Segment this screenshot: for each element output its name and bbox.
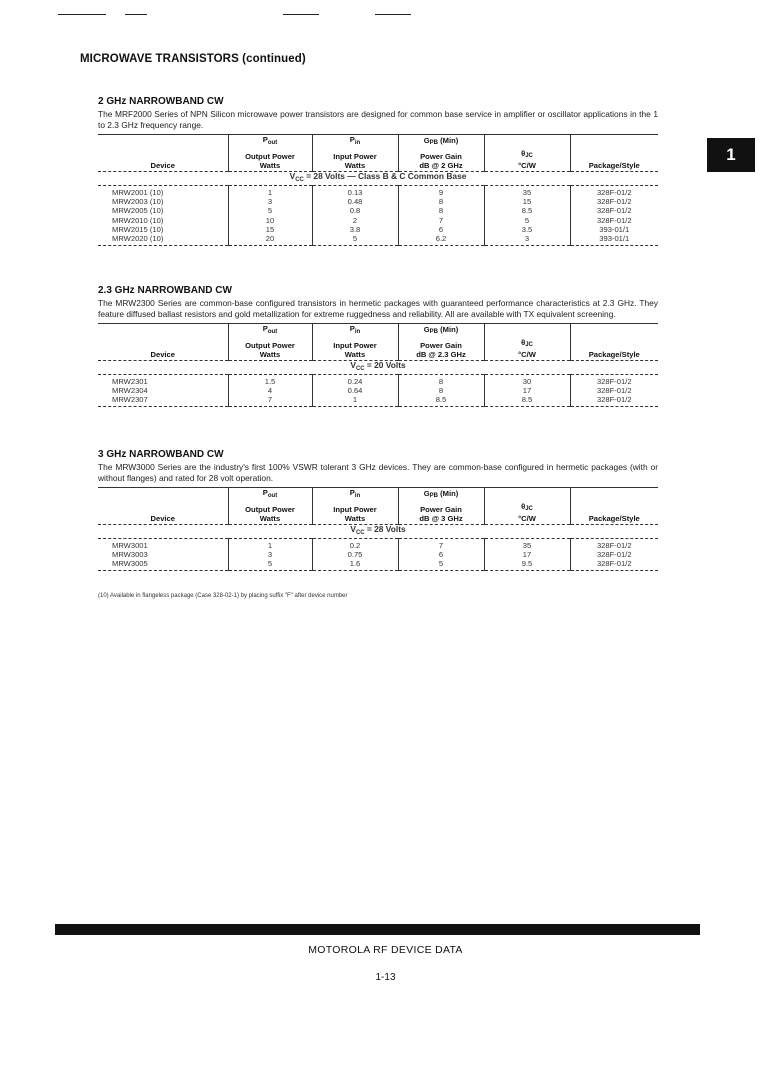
pout-label: Output Power (228, 149, 312, 162)
pin-cell: 0.24 (312, 374, 398, 386)
device-cell: MRW2003 (10) (112, 197, 164, 207)
table-row (98, 386, 658, 395)
pin-unit: Watts (312, 514, 398, 524)
gain-cell: 8 (398, 206, 484, 215)
pin-label: Input Power (312, 502, 398, 515)
pin-header: $P_{in}$ (312, 135, 398, 149)
section-title: 2 GHz NARROWBAND CW (98, 96, 224, 107)
theta-cell: 17 (484, 386, 570, 395)
device-cell: MRW2301 (112, 376, 148, 386)
package-cell: 328F-01/2 (570, 395, 658, 406)
gain-unit: dB @ 3 GHz (398, 514, 484, 524)
gain-cell: 6 (398, 550, 484, 559)
device-header: Device (98, 350, 228, 360)
pout-cell: 15 (228, 225, 312, 234)
package-cell: 328F-01/2 (570, 197, 658, 206)
top-rule (375, 14, 411, 15)
device-cell: MRW2020 (10) (98, 234, 228, 245)
footer-brand: MOTOROLA RF DEVICE DATA (308, 944, 463, 956)
gain-unit: dB @ 2 GHz (398, 161, 484, 171)
pout-cell: 1 (228, 185, 312, 197)
table-row (98, 395, 658, 406)
pin-label: Input Power (312, 338, 398, 351)
page-title: MICROWAVE TRANSISTORS (continued) (80, 53, 306, 65)
pin-cell: 0.75 (312, 550, 398, 559)
pout-label: Output Power (228, 338, 312, 351)
table-row (98, 550, 658, 559)
package-cell: 328F-01/2 (570, 550, 658, 559)
package-cell: 328F-01/2 (570, 374, 658, 386)
table-row (98, 185, 658, 197)
section-2ghz (98, 96, 658, 246)
spec-table-3ghz (98, 487, 658, 571)
section-description: The MRF2000 Series of NPN Silicon microwave power transistors are designed for common base service in amplifier or oscillator applications in the 1 to 2.3 GHz frequency range. (98, 109, 658, 130)
pout-label: Output Power (228, 502, 312, 515)
device-header: Device (98, 161, 228, 171)
theta-cell: 8.5 (484, 395, 570, 406)
theta-header: θJC (484, 149, 570, 162)
top-rule (125, 14, 147, 15)
pin-cell: 1.6 (312, 559, 398, 570)
theta-cell: 3 (484, 234, 570, 245)
gain-cell: 5 (398, 559, 484, 570)
pin-cell: 0.64 (312, 386, 398, 395)
theta-cell: 8.5 (484, 206, 570, 215)
gain-label: Power Gain (398, 502, 484, 515)
pin-cell: 0.8 (312, 206, 398, 215)
pout-cell: 10 (228, 216, 312, 225)
table-row (98, 225, 658, 234)
footer-bar (55, 924, 700, 935)
theta-unit: °C/W (484, 161, 570, 171)
theta-cell: 35 (484, 185, 570, 197)
theta-unit: °C/W (484, 514, 570, 524)
package-cell: 328F-01/2 (570, 386, 658, 395)
table-row (98, 216, 658, 225)
device-cell: MRW3005 (98, 559, 228, 570)
section-title: 2.3 GHz NARROWBAND CW (98, 285, 232, 296)
device-cell: MRW2005 (10) (112, 206, 164, 216)
pout-header: $P_{out}$ (228, 135, 312, 149)
theta-cell: 15 (484, 197, 570, 206)
section-title: 3 GHz NARROWBAND CW (98, 449, 224, 460)
gain-cell: 8 (398, 374, 484, 386)
theta-cell: 30 (484, 374, 570, 386)
vcc-condition: $V_{CC} = 28$ Volts (98, 524, 658, 538)
pin-cell: 0.48 (312, 197, 398, 206)
theta-cell: 35 (484, 538, 570, 550)
top-rule (58, 14, 106, 15)
pin-header: $P_{in}$ (312, 488, 398, 502)
device-cell: MRW2307 (98, 395, 228, 406)
pout-cell: 4 (228, 386, 312, 395)
vcc-condition: $V_{CC} = 28$ Volts — Class B & C Common Base (98, 171, 658, 185)
package-cell: 328F-01/2 (570, 559, 658, 570)
pin-label: Input Power (312, 149, 398, 162)
theta-header: θJC (484, 502, 570, 515)
pout-cell: 5 (228, 206, 312, 215)
device-cell: MRW2304 (112, 386, 148, 396)
pout-header: $P_{out}$ (228, 488, 312, 502)
gain-cell: 7 (398, 538, 484, 550)
package-cell: 328F-01/2 (570, 538, 658, 550)
gain-cell: 8.5 (398, 395, 484, 406)
pout-cell: 3 (228, 550, 312, 559)
table-row (98, 234, 658, 245)
table-row (98, 206, 658, 215)
pout-cell: 3 (228, 197, 312, 206)
package-cell: 328F-01/2 (570, 216, 658, 225)
pin-header: $P_{in}$ (312, 324, 398, 338)
table-row (98, 538, 658, 550)
pout-header: $P_{out}$ (228, 324, 312, 338)
device-cell: MRW3001 (112, 540, 148, 550)
package-cell: 328F-01/2 (570, 185, 658, 197)
device-cell: MRW2001 (10) (112, 187, 164, 197)
table-row (98, 559, 658, 570)
package-cell: 328F-01/2 (570, 206, 658, 215)
top-rule (283, 14, 319, 15)
vcc-condition: $V_{CC} = 20$ Volts (98, 360, 658, 374)
pin-cell: 0.2 (312, 538, 398, 550)
device-cell: MRW3003 (112, 550, 148, 560)
gain-cell: 6 (398, 225, 484, 234)
section-2-3ghz (98, 285, 658, 407)
theta-cell: 5 (484, 216, 570, 225)
gain-cell: 8 (398, 197, 484, 206)
theta-cell: 17 (484, 550, 570, 559)
gain-label: Power Gain (398, 149, 484, 162)
pout-unit: Watts (228, 161, 312, 171)
package-header: Package/Style (570, 161, 658, 171)
pout-cell: 5 (228, 559, 312, 570)
pout-cell: 1.5 (228, 374, 312, 386)
section-description: The MRW3000 Series are the industry's first 100% VSWR tolerant 3 GHz devices. They are common-base configured in hermetic packages (with or without flanges) and rated for 28 volt operation. (98, 462, 658, 483)
pout-cell: 1 (228, 538, 312, 550)
device-cell: MRW2010 (10) (112, 215, 164, 225)
package-cell: 393-01/1 (570, 225, 658, 234)
gain-cell: 7 (398, 216, 484, 225)
pin-cell: 5 (312, 234, 398, 245)
spec-table-2-3ghz (98, 323, 658, 407)
pin-cell: 2 (312, 216, 398, 225)
gain-cell: 6.2 (398, 234, 484, 245)
pout-cell: 7 (228, 395, 312, 406)
gain-header: GPB (Min) (398, 324, 484, 338)
gain-label: Power Gain (398, 338, 484, 351)
package-cell: 393-01/1 (570, 234, 658, 245)
page-number: 1-13 (375, 972, 396, 983)
package-header: Package/Style (570, 514, 658, 524)
gain-cell: 8 (398, 386, 484, 395)
package-header: Package/Style (570, 350, 658, 360)
device-cell: MRW2015 (10) (112, 224, 164, 234)
gain-header: GPB (Min) (398, 135, 484, 149)
pin-cell: 1 (312, 395, 398, 406)
section-description: The MRW2300 Series are common-base configured transistors in hermetic packages with guaranteed performance characteristics at 2.3 GHz. They feature diffused ballast resistors and gold metallization for extreme ruggedness and reliability. All are available with TX equivalent screening. (98, 298, 658, 319)
pin-unit: Watts (312, 161, 398, 171)
theta-header: θJC (484, 338, 570, 351)
table-row (98, 197, 658, 206)
gain-unit: dB @ 2.3 GHz (398, 350, 484, 360)
gain-cell: 9 (398, 185, 484, 197)
pin-cell: 0.13 (312, 185, 398, 197)
theta-cell: 9.5 (484, 559, 570, 570)
pin-unit: Watts (312, 350, 398, 360)
spec-table-2ghz (98, 134, 658, 246)
gain-header: GPB (Min) (398, 488, 484, 502)
device-header: Device (98, 514, 228, 524)
theta-unit: °C/W (484, 350, 570, 360)
pin-cell: 3.8 (312, 225, 398, 234)
pout-unit: Watts (228, 350, 312, 360)
section-tab-marker: 1 (707, 138, 755, 172)
pout-unit: Watts (228, 514, 312, 524)
theta-cell: 3.5 (484, 225, 570, 234)
footnote: (10) Available in flangeless package (Case 328-02-1) by placing suffix "F" after device number (98, 593, 348, 599)
top-edge-rules (0, 14, 771, 18)
section-3ghz (98, 449, 658, 571)
pout-cell: 20 (228, 234, 312, 245)
table-row (98, 374, 658, 386)
